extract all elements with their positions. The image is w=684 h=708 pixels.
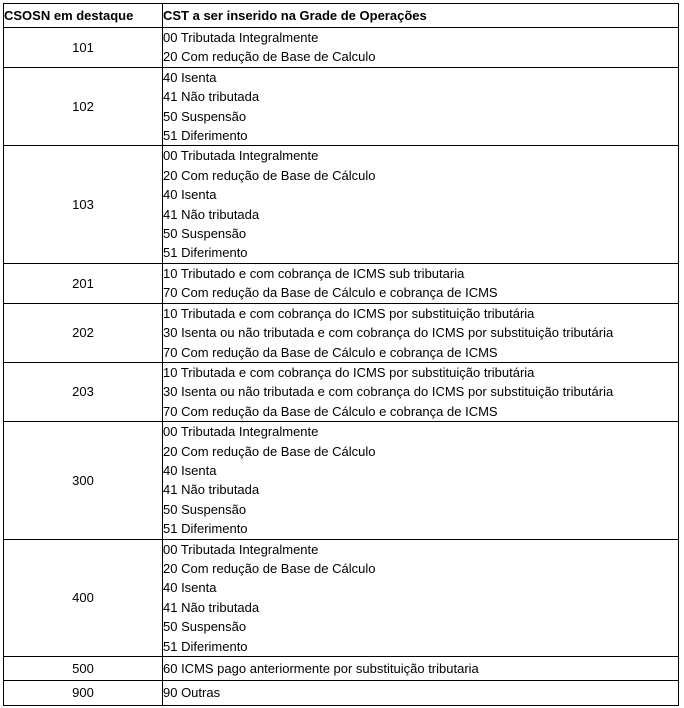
cst-list <box>163 304 678 362</box>
cst-list-item: 50 Suspensão <box>163 108 247 124</box>
csosn-code-cell: 300 <box>4 422 163 539</box>
csosn-code-cell: 900 <box>4 681 163 705</box>
csosn-code-cell: 102 <box>4 67 163 146</box>
cst-list-cell <box>163 303 679 362</box>
cst-list <box>163 68 678 146</box>
table-body <box>4 28 679 706</box>
csosn-code-cell: 201 <box>4 263 163 303</box>
cst-list-item: 60 ICMS pago anteriormente por substituição tributaria <box>163 661 479 676</box>
csosn-code-cell: 400 <box>4 539 163 656</box>
cst-list-item: 51 Diferimento <box>163 128 248 144</box>
csosn-code-cell: 203 <box>4 362 163 421</box>
cst-list-cell <box>163 539 679 656</box>
table-row <box>4 67 679 146</box>
csosn-code-cell: 500 <box>4 657 163 681</box>
csosn-code-cell: 101 <box>4 28 163 68</box>
table-row <box>4 362 679 421</box>
cst-list-item: 51 Diferimento <box>163 521 248 537</box>
cst-list <box>163 146 678 262</box>
table-row <box>4 422 679 539</box>
table-row <box>4 28 679 68</box>
cst-list <box>163 422 678 538</box>
cst-list-item: 41 Não tributada <box>163 482 260 498</box>
cst-list-item: 20 Com redução de Base de Cálculo <box>163 167 376 183</box>
cst-list-item: 50 Suspensão <box>163 501 247 517</box>
cst-list-cell <box>163 362 679 421</box>
cst-list-cell <box>163 422 679 539</box>
cst-list-item: 40 Isenta <box>163 580 217 596</box>
cst-list <box>163 363 678 421</box>
column-header-csosn: CSOSN em destaque <box>4 4 163 28</box>
csosn-code-cell: 202 <box>4 303 163 362</box>
cst-list-item: 70 Com redução da Base de Cálculo e cobrança de ICMS <box>163 344 498 360</box>
cst-list-item: 50 Suspensão <box>163 226 247 242</box>
cst-list-item: 51 Diferimento <box>163 245 248 261</box>
cst-list-item: 41 Não tributada <box>163 599 260 615</box>
cst-list-cell <box>163 657 679 681</box>
cst-list-item: 10 Tributado e com cobrança de ICMS sub tributaria <box>163 265 465 281</box>
table-row <box>4 303 679 362</box>
cst-list-item: 40 Isenta <box>163 187 217 203</box>
cst-list-item: 10 Tributada e com cobrança do ICMS por substituição tributária <box>163 364 535 380</box>
cst-list-item: 00 Tributada Integralmente <box>163 541 319 557</box>
cst-list-item: 41 Não tributada <box>163 89 260 105</box>
cst-list-item: 51 Diferimento <box>163 638 248 654</box>
cst-list-item: 00 Tributada Integralmente <box>163 424 319 440</box>
table-row <box>4 681 679 705</box>
cst-list-item: 20 Com redução de Base de Cálculo <box>163 443 376 459</box>
cst-list-item: 20 Com redução de Base de Calculo <box>163 49 376 65</box>
cst-list-item: 70 Com redução da Base de Cálculo e cobrança de ICMS <box>163 285 498 301</box>
cst-list-item: 30 Isenta ou não tributada e com cobrança do ICMS por substituição tributária <box>163 325 614 341</box>
table-row <box>4 539 679 656</box>
column-header-cst: CST a ser inserido na Grade de Operações <box>163 4 679 28</box>
cst-list <box>163 683 678 702</box>
cst-list-item: 20 Com redução de Base de Cálculo <box>163 560 376 576</box>
cst-list-cell <box>163 681 679 705</box>
table-row <box>4 263 679 303</box>
table-header <box>4 4 679 28</box>
cst-list-item: 40 Isenta <box>163 462 217 478</box>
table-row <box>4 146 679 263</box>
cst-list <box>163 659 678 678</box>
csosn-cst-mapping-table <box>3 3 679 706</box>
cst-list-item: 90 Outras <box>163 685 221 701</box>
cst-list-item: 30 Isenta ou não tributada e com cobrança do ICMS por substituição tributária <box>163 384 614 400</box>
cst-list-cell <box>163 28 679 68</box>
cst-list <box>163 540 678 656</box>
cst-list-item: 00 Tributada Integralmente <box>163 30 319 45</box>
table-header-row <box>4 4 679 28</box>
cst-list-item: 10 Tributada e com cobrança do ICMS por substituição tributária <box>163 305 535 321</box>
cst-list-item: 50 Suspensão <box>163 619 247 635</box>
cst-list-item: 70 Com redução da Base de Cálculo e cobrança de ICMS <box>163 403 498 419</box>
cst-list-cell <box>163 263 679 303</box>
cst-list-item: 00 Tributada Integralmente <box>163 148 319 164</box>
cst-list-cell <box>163 146 679 263</box>
cst-list-cell <box>163 67 679 146</box>
cst-list <box>163 28 678 67</box>
cst-list-item: 40 Isenta <box>163 69 217 85</box>
cst-list-item: 41 Não tributada <box>163 206 260 222</box>
table-row <box>4 657 679 681</box>
cst-list <box>163 264 678 303</box>
csosn-code-cell: 103 <box>4 146 163 263</box>
